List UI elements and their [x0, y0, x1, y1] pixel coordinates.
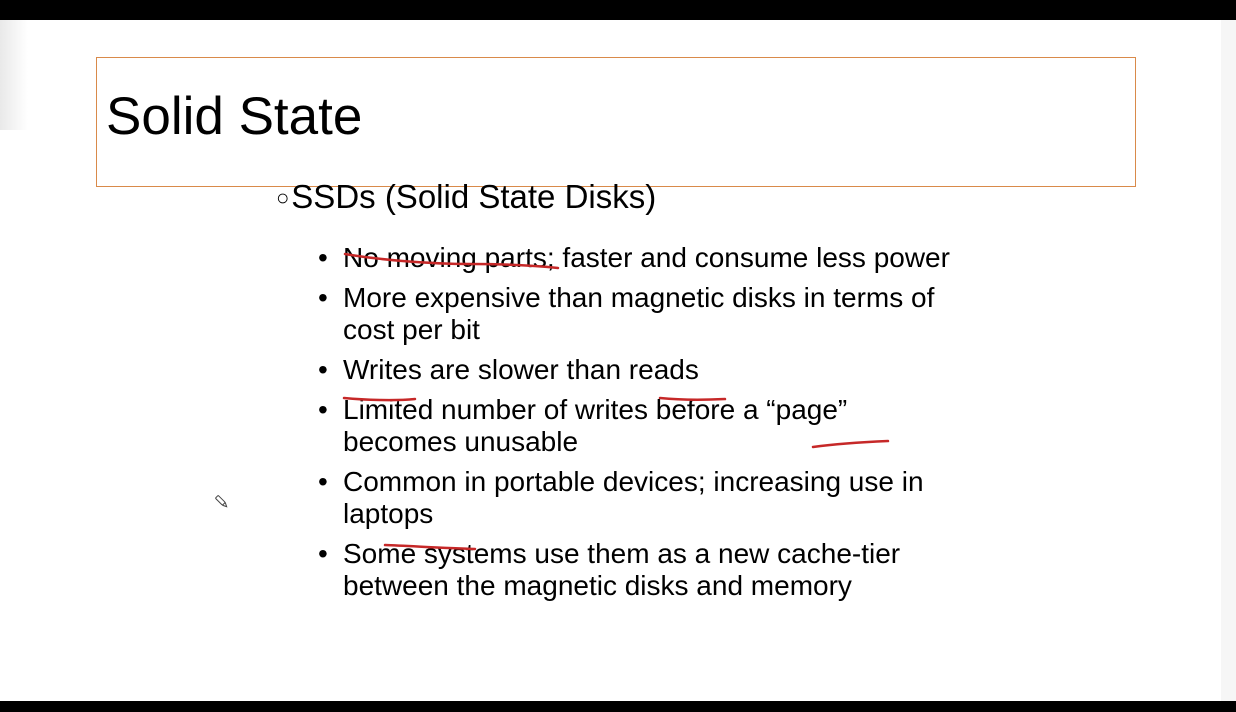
- bullet-text: Writes are slower than reads: [343, 354, 699, 385]
- bullet-dot-icon: •: [318, 538, 328, 569]
- bullet-list: [318, 242, 958, 610]
- slide-title: Solid State: [106, 87, 363, 146]
- pencil-cursor-icon: [215, 495, 228, 508]
- bullet-text: No moving parts; faster and consume less power: [343, 242, 950, 273]
- bullet-dot-icon: •: [318, 466, 328, 497]
- bottom-letterbox: [0, 701, 1236, 712]
- bullet-text: Some systems use them as a new cache-tier between the magnetic disks and memory: [343, 538, 901, 601]
- bullet-dot-icon: •: [318, 394, 328, 425]
- list-item: [318, 242, 958, 274]
- list-item: [318, 394, 958, 458]
- list-item: [318, 538, 958, 602]
- list-item: [318, 354, 958, 386]
- top-letterbox: [0, 0, 1236, 20]
- bullet-text: More expensive than magnetic disks in terms of cost per bit: [343, 282, 935, 345]
- list-item: [318, 466, 958, 530]
- heading-text: SSDs (Solid State Disks): [291, 178, 657, 215]
- slide: [0, 20, 1221, 701]
- bullet-dot-icon: •: [318, 242, 328, 273]
- hollow-circle-bullet-icon: ○: [276, 185, 290, 210]
- list-item: [318, 282, 958, 346]
- bullet-dot-icon: •: [318, 354, 328, 385]
- right-edge-strip: [1221, 20, 1236, 701]
- bullet-text: Limited number of writes before a “page” becomes unusable: [343, 394, 848, 457]
- heading-item: [276, 180, 656, 213]
- left-edge-shadow: [0, 20, 28, 130]
- bullet-text: Common in portable devices; increasing use in laptops: [343, 466, 924, 529]
- bullet-dot-icon: •: [318, 282, 328, 313]
